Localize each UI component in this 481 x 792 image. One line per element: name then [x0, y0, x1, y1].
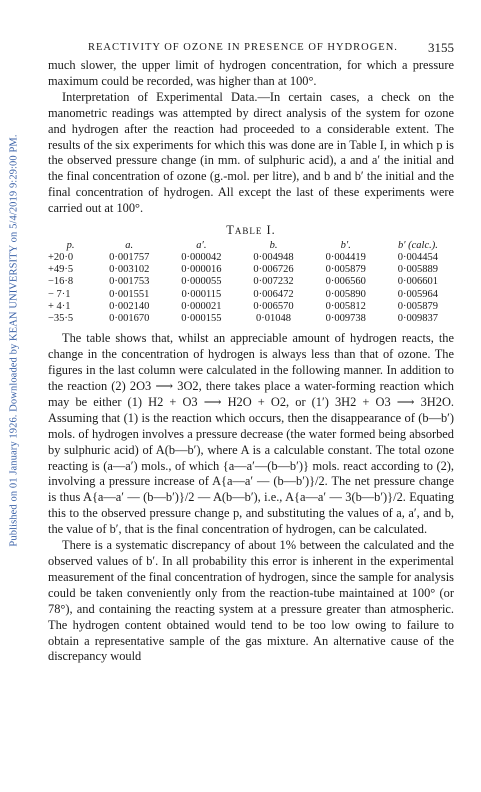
data-table — [48, 240, 454, 325]
article-page — [48, 40, 454, 665]
table-cell: + 4·1 — [48, 300, 71, 312]
table-cell: 0·007232 — [253, 276, 294, 288]
table-cell: 0·001551 — [109, 288, 150, 300]
column-header: b′ (calc.). — [397, 240, 438, 252]
table-cell: 0·009837 — [397, 313, 439, 325]
table-row — [48, 289, 454, 301]
table-cell: 0·000155 — [181, 313, 222, 325]
table-cell: 0·004419 — [325, 252, 366, 264]
paragraph-continued: much slower, the upper limit of hydrogen concentration, for which a pressure maximum could be recorded, was higher than at 100°. — [48, 58, 454, 88]
table-cell: −16·8 — [48, 276, 74, 288]
table-cell: 0·006560 — [325, 276, 366, 288]
table-cell: 0·005890 — [325, 288, 366, 300]
column-header: a. — [125, 240, 134, 252]
page-number: 3155 — [428, 40, 454, 55]
table-cell: 0·000055 — [181, 276, 222, 288]
table-cell: 0·000016 — [181, 264, 222, 276]
table-header-row — [48, 240, 454, 252]
table-cell: +20·0 — [48, 252, 74, 264]
table-row — [48, 301, 454, 313]
table-cell: −35·5 — [48, 313, 74, 325]
table-cell: 0·005889 — [397, 264, 439, 276]
column-header: p. — [66, 240, 75, 252]
table-cell: 0·005812 — [325, 300, 366, 312]
paragraph-interpretation: Interpretation of Experimental Data.—In certain cases, a check on the manometric readings was attempted by direct analysis of the system for ozone and hydrogen after the reaction had proceeded to a considerable extent. The results of the six experiments for which this was done are in Table I, in which p is the observed pressure change (in mm. of sulphuric acid), a and a′ the initial and the final concentration of ozone (g.-mol. per litre), and b and b′ the initial and the final concentration of hydrogen. All except the last of these experiments were carried out at 100°. — [48, 89, 454, 216]
table-cell: +49·5 — [48, 264, 74, 276]
paragraph-table-discussion: The table shows that, whilst an appreciable amount of hydrogen reacts, the change in the concentration of hydrogen is always less than that of ozone. The figures in the last column were calculated in the following manner. In addition to the reaction (2) 2O3 ⟶ 3O2, there takes place a water-forming reaction which may be either (1) H2 + O3 ⟶ H2O + O2, or (1′) 3H2 + O3 ⟶ 3H2O. Assuming that (1) is the reaction which occurs, then the disappearance of (b—b′) mols. of hydrogen involves a pressure decrease (the water formed being absorbed by sulphuric acid) of A(b—b′), where A is a calculable constant. The total ozone reacting is (a—a′) mols., of which {a—a′—(b—b′)} mols. react according to (2), involving a pressure increase of A{a—a′ — (b—b′)}/2. The net pressure change is thus A{a—a′ — (b—b′)}/2 — A(b—b′), i.e., A{a—a′ — 3(b—b′)}/2. Equating this to the observed pressure change p, and substituting the values of a, a′, and b, the value of b′, that is the final concentration of hydrogen, can be calculated. — [48, 331, 454, 537]
table-cell: 0·006570 — [253, 300, 294, 312]
page-header — [48, 40, 454, 58]
table-cell: 0·005879 — [325, 264, 366, 276]
table-cell: 0·003102 — [109, 264, 150, 276]
paragraph-discrepancy: There is a systematic discrepancy of about 1% between the calculated and the observed values of b′. In all probability this error is inherent in the experimental measurement of the final concentration of hydrogen, since the sample for analysis could be taken conveniently only from the reaction-tube maintained at 100° (or 78°), and containing the reacting system at a pressure greater than atmospheric. The hydrogen content obtained would tend to be too low owing to failure to obtain a representative sample of the gas mixture. An alternative cause of the discrepancy would — [48, 538, 454, 664]
table-row — [48, 313, 454, 325]
table-cell: − 7·1 — [48, 288, 71, 300]
table-cell: 0·006726 — [253, 264, 294, 276]
table-cell: 0·001670 — [109, 313, 150, 325]
table-cell: 0·005879 — [397, 300, 439, 312]
table-cell: 0·001757 — [109, 252, 150, 264]
table-cell: 0·01048 — [256, 313, 292, 325]
table-cell: 0·004454 — [397, 252, 439, 264]
table-row — [48, 276, 454, 288]
table-cell: 0·002140 — [109, 300, 150, 312]
column-header: a′. — [196, 240, 207, 252]
download-watermark — [0, 60, 28, 620]
table-cell: 0·000021 — [181, 300, 222, 312]
table-cell: 0·000042 — [181, 252, 222, 264]
table-cell: 0·001753 — [109, 276, 150, 288]
table-cell: 0·009738 — [325, 313, 366, 325]
table-caption: Table I. — [226, 223, 276, 238]
table-row — [48, 264, 454, 276]
table-row — [48, 252, 454, 264]
table-cell: 0·005964 — [397, 288, 439, 300]
table-cell: 0·006601 — [397, 276, 439, 288]
table-cell: 0·004948 — [253, 252, 294, 264]
running-title: REACTIVITY OF OZONE IN PRESENCE OF HYDROGEN. — [88, 42, 398, 53]
column-header: b′. — [340, 240, 351, 252]
table-cell: 0·000115 — [181, 288, 222, 300]
column-header: b. — [269, 240, 278, 252]
watermark-text: Published on 01 January 1926. Downloaded by KEAN UNIVERSITY on 5/4/2019 9:29:00 PM. — [8, 133, 20, 547]
table-cell: 0·006472 — [253, 288, 294, 300]
